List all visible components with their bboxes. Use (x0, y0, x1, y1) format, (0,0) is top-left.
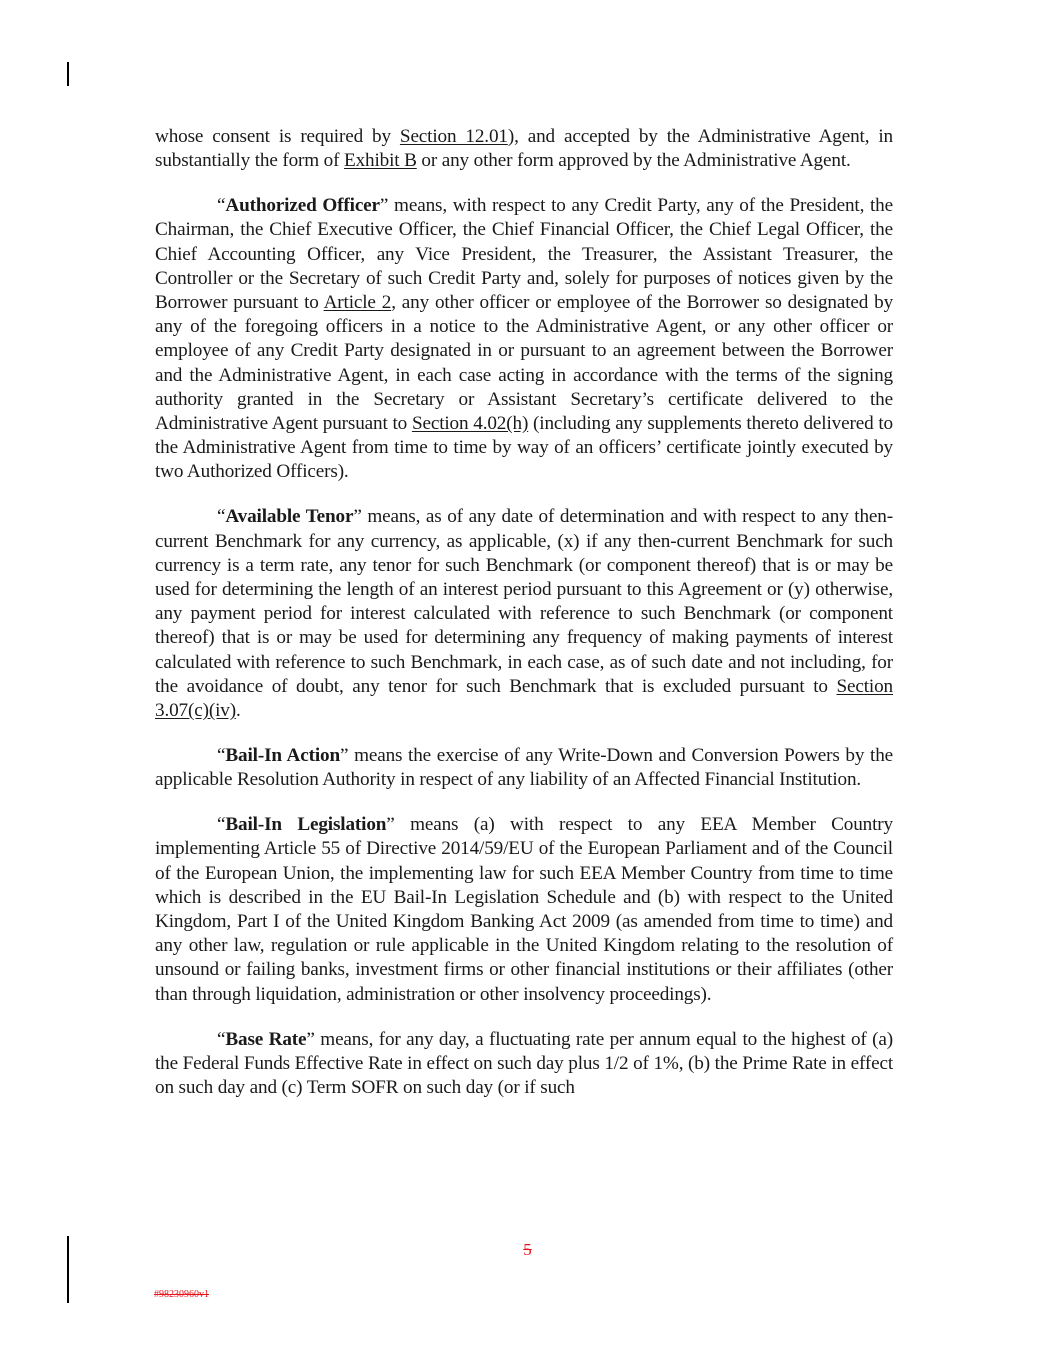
continuation-paragraph: whose consent is required by Section 12.01), and accepted by the Administrative Agent, in substantially the form of Exhibit B or any other form approved by the Administrative Agent. (155, 126, 894, 172)
defined-term: Base Rate (225, 1028, 307, 1050)
document-body (155, 125, 893, 1121)
defined-term: Available Tenor (225, 506, 354, 528)
cross-reference-section-4-02-h[interactable]: Section 4.02(h) (411, 413, 529, 435)
cross-reference-section-12-01[interactable]: Section 12.01 (399, 126, 508, 147)
definition-bail-in-legislation: “Bail-In Legislation” means (a) with respect to any EEA Member Country implementing Article 55 of Directive 2014/59/EU of the European Parliament and of the Council of the European Union, the implementing law for such EEA Member Country from time to time which is described in the EU Bail-In Legislation Schedule and (b) with respect to the United Kingdom, Part I of the United Kingdom Banking Act 2009 (as amended from time to time) and any other law, regulation or rule applicable in the United Kingdom relating to the resolution of unsound or failing banks, investment firms or other financial institutions or their affiliates (other than through liquidation, administration or other insolvency proceedings). (155, 814, 893, 1005)
definition-bail-in-action: “Bail-In Action” means the exercise of any Write-Down and Conversion Powers by the applicable Resolution Authority in respect of any liability of an Affected Financial Institution. (155, 745, 894, 791)
defined-term: Authorized Officer (225, 195, 380, 217)
change-bar-top (67, 62, 69, 86)
definition-base-rate: “Base Rate” means, for any day, a fluctuating rate per annum equal to the highest of (a) the Federal Funds Effective Rate in effect on such day plus 1/2 of 1%, (b) the Prime Rate in effect on such day and (c) Term SOFR on such day (or if such (155, 1028, 893, 1099)
cross-reference-exhibit-b[interactable]: Exhibit B (344, 150, 417, 172)
cross-reference-section-3-07-c-iv[interactable]: Section 3.07(c)(iv) (155, 675, 893, 722)
cross-reference-article-2[interactable]: Article 2 (323, 292, 392, 314)
definition-available-tenor: “Available Tenor” means, as of any date of determination and with respect to any then-current Benchmark for any currency, as applicable, (x) if any then-current Benchmark for such currency is a term rate, any tenor for such Benchmark (or component thereof) that is or may be used for determining the length of an interest period pursuant to this Agreement or (y) otherwise, any payment period for interest calculated with reference to such Benchmark (or component thereof) that is or may be used for determining any frequency of making payments of interest calculated with reference to such Benchmark, in each case, as of such date and not including, for the avoidance of doubt, any tenor for such Benchmark that is excluded pursuant to Section 3.07(c)(iv). (155, 506, 893, 722)
document-id: #98230960v1 (154, 1289, 209, 1300)
definition-authorized-officer: “Authorized Officer” means, with respect to any Credit Party, any of the President, the Chairman, the Chief Executive Officer, the Chief Financial Officer, the Chief Legal Officer, the Chief Accounting Officer, any Vice President, the Treasurer, the Assistant Treasurer, the Controller or the Secretary of such Credit Party and, solely for purposes of notices given by the Borrower pursuant to Article 2, any other officer or employee of the Borrower so designated by any of the foregoing officers in a notice to the Administrative Agent, or any other officer or employee of any Credit Party designated in or pursuant to an agreement between the Borrower and the Administrative Agent, in each case acting in accordance with the terms of the signing authority granted in the Secretary or Assistant Secretary’s certificate delivered to the Administrative Agent pursuant to Section 4.02(h) (including any supplements thereto delivered to the Administrative Agent from time to time by way of an officers’ certificate jointly executed by two Authorized Officers). (155, 195, 894, 483)
page-number: 5 (523, 1240, 532, 1259)
change-bar-bottom (67, 1236, 69, 1303)
defined-term: Bail-In Action (225, 745, 341, 767)
defined-term: Bail-In Legislation (225, 814, 387, 836)
